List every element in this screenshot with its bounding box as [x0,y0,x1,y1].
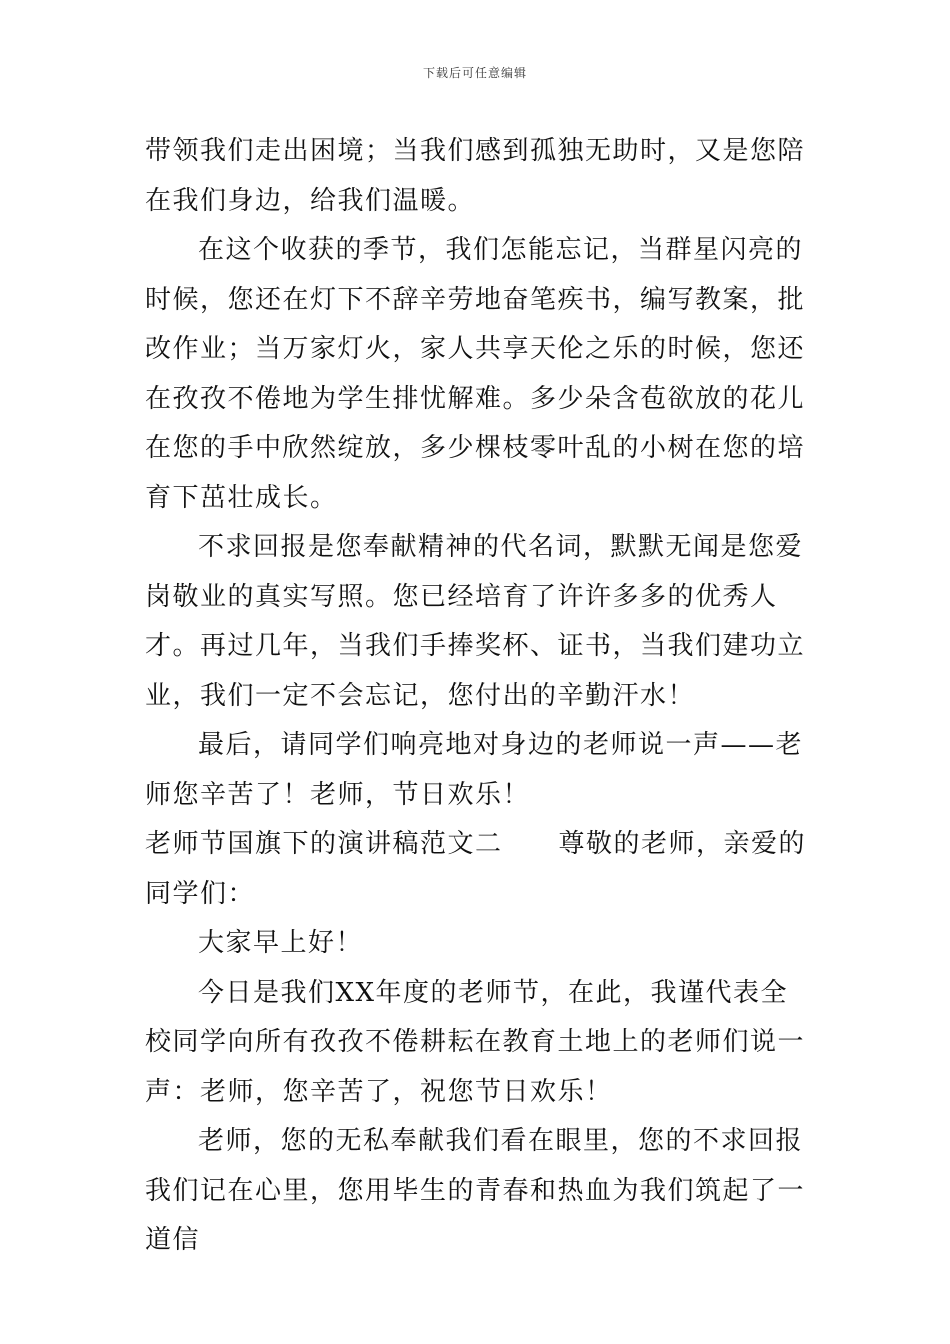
paragraph-speech-two-heading [145,820,810,919]
paragraph-harvest-season: 在这个收获的季节，我们怎能忘记，当群星闪亮的时候，您还在灯下不辞辛劳地奋笔疾书，编写教案，批改作业；当万家灯火，家人共享天伦之乐的时候，您还在孜孜不倦地为学生排忧解难。多少朵含苞欲放的花儿在您的手中欣然绽放，多少棵枝零叶乱的小树在您的培育下茁壮成长。 [145,235,806,513]
header-note: 下载后可任意编辑 [422,66,527,80]
speech-two-salutation: 尊敬的老师，亲爱的同学们： [145,829,807,909]
speech-two-title: 老师节国旗下的演讲稿范文二 [145,829,503,859]
paragraph-teachers-day: 今日是我们XX年度的老师节，在此，我谨代表全校同学向所有孜孜不倦耕耘在教育土地上的老师们说一声：老师，您辛苦了，祝您节日欢乐！ [145,977,806,1107]
paragraph-greeting: 大家早上好！ [198,928,364,958]
paragraph-dedication: 不求回报是您奉献精神的代名词，默默无闻是您爱岗敬业的真实写照。您已经培育了许许多多的优秀人才。再过几年，当我们手捧奖杯、证书，当我们建功立业，我们一定不会忘记，您付出的辛勤汗水！ [145,532,806,711]
paragraph-continuation: 带领我们走出困境；当我们感到孤独无助时，又是您陪在我们身边，给我们温暖。 [145,136,806,216]
document-body [145,127,810,1266]
paragraph-closing: 最后，请同学们响亮地对身边的老师说一声——老师您辛苦了！老师，节日欢乐！ [145,730,804,810]
paragraph-selfless-devotion: 老师，您的无私奉献我们看在眼里，您的不求回报我们记在心里，您用毕生的青春和热血为我们筑起了一道信 [145,1126,806,1255]
